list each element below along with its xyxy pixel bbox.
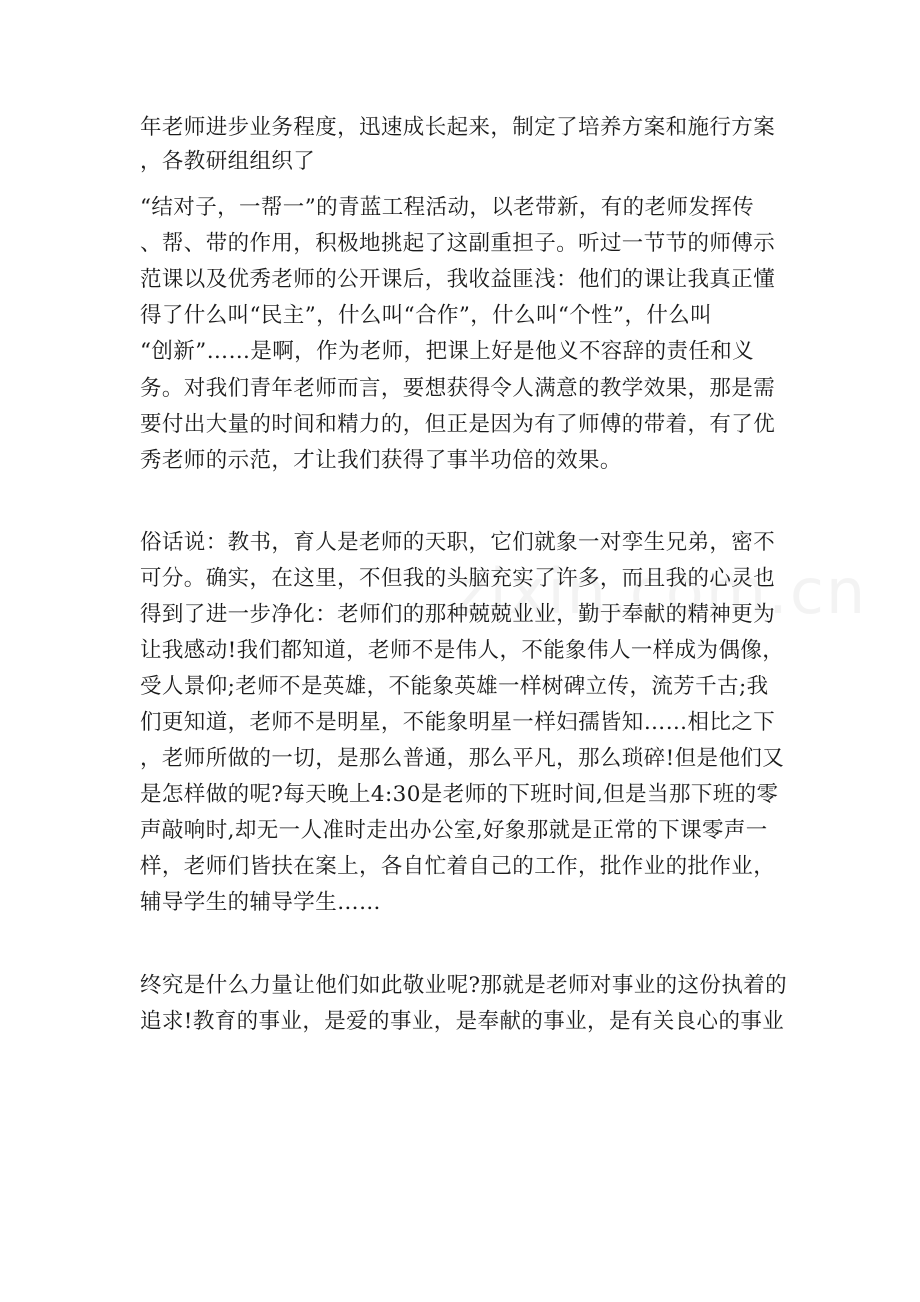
paragraph-1-line-3: “结对子，一帮一”的青蓝工程活动，以老带新，有的老师发挥传: [140, 195, 755, 220]
paragraph-2-line-1: 俗话说：教书，育人是老师的天职，它们就象一对孪生兄弟，密不: [140, 530, 776, 555]
paragraph-2-line-7: ，老师所做的一切，是那么普通，那么平凡，那么琐碎!但是他们又: [140, 746, 785, 771]
paragraph-1-line-2: ，各教研组组织了: [140, 149, 316, 174]
paragraph-1-line-9: 要付出大量的时间和精力的，但正是因为有了师傅的带着，有了优: [140, 412, 776, 437]
paragraph-2-line-9: 声敲响时,却无一人准时走出办公室,好象那就是正常的下课零声一: [140, 818, 768, 843]
paragraph-3-line-1: 终究是什么力量让他们如此敬业呢?那就是老师对事业的这份执着的: [140, 973, 788, 998]
paragraph-1-line-7: “创新”……是啊，作为老师，把课上好是他义不容辞的责任和义: [140, 339, 755, 364]
paragraph-2-line-8: 是怎样做的呢?每天晚上4:30是老师的下班时间,但是当那下班的零: [140, 782, 779, 807]
paragraph-1-line-4: 、帮、带的作用，积极地挑起了这副重担子。听过一节节的师傅示: [140, 231, 776, 256]
paragraph-2-line-5: 受人景仰;老师不是英雄，不能象英雄一样树碑立传，流芳千古;我: [140, 674, 769, 699]
paragraph-1-line-5: 范课以及优秀老师的公开课后，我收益匪浅：他们的课让我真正懂: [140, 267, 776, 292]
paragraph-2-line-10: 样，老师们皆扶在案上，各自忙着自己的工作，批作业的批作业，: [140, 854, 776, 879]
paragraph-3-line-2: 追求!教育的事业，是爱的事业，是奉献的事业，是有关良心的事业: [140, 1009, 785, 1034]
paragraph-1-line-1: 年老师进步业务程度，迅速成长起来，制定了培养方案和施行方案: [140, 115, 776, 140]
paragraph-2-line-3: 得到了进一步净化：老师们的那种兢兢业业，勤于奉献的精神更为: [140, 602, 776, 627]
paragraph-1-line-10: 秀老师的示范，才让我们获得了事半功倍的效果。: [140, 448, 622, 473]
paragraph-1-line-6: 得了什么叫“民主”，什么叫“合作”，什么叫“个性”，什么叫: [140, 303, 713, 328]
paragraph-2-line-11: 辅导学生的辅导学生……: [140, 890, 381, 915]
paragraph-1-line-8: 务。对我们青年老师而言，要想获得令人满意的教学效果，那是需: [140, 376, 776, 401]
watermark: [455, 555, 867, 628]
paragraph-2-line-4: 让我感动!我们都知道，老师不是伟人，不能象伟人一样成为偶像，: [140, 638, 785, 663]
paragraph-2-line-6: 们更知道，老师不是明星，不能象明星一样妇孺皆知……相比之下: [140, 710, 776, 735]
paragraph-2-line-2: 可分。确实，在这里，不但我的头脑充实了许多，而且我的心灵也: [140, 566, 776, 591]
